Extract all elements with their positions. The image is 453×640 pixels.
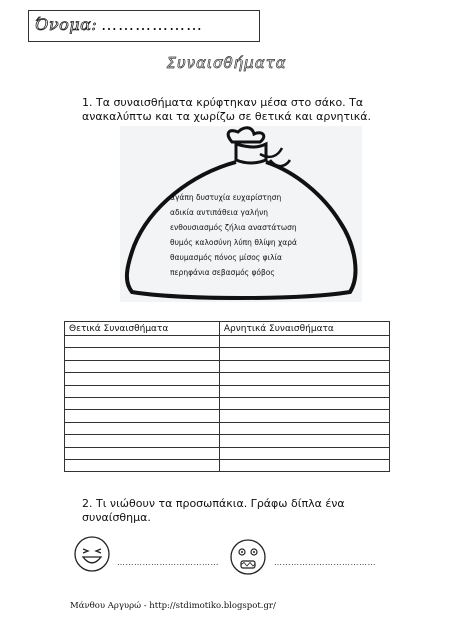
- positive-cell[interactable]: [65, 373, 220, 385]
- answer-line-1: ………………………………: [117, 558, 219, 567]
- name-dots: ………………: [101, 15, 203, 34]
- laughing-face-icon: [72, 534, 112, 574]
- negative-cell[interactable]: [219, 373, 389, 385]
- bag-word-list: [170, 190, 297, 280]
- bag-words-line: αγάπη δυστυχία ευχαρίστηση: [170, 193, 282, 202]
- emotions-table: [64, 321, 390, 472]
- scared-face-icon: [228, 537, 268, 577]
- negative-cell[interactable]: [219, 397, 389, 409]
- positive-cell[interactable]: [65, 435, 220, 447]
- positive-cell[interactable]: [65, 447, 220, 459]
- footer-credit: Μάνθου Αργυρώ - http://stdimotiko.blogspot.gr/: [70, 601, 276, 611]
- positive-cell[interactable]: [65, 360, 220, 372]
- negative-column-header: Αρνητικά Συναισθήματα: [219, 322, 389, 336]
- positive-cell[interactable]: [65, 348, 220, 360]
- negative-cell[interactable]: [219, 422, 389, 434]
- positive-cell[interactable]: [65, 422, 220, 434]
- table-row: [65, 348, 390, 360]
- negative-cell[interactable]: [219, 459, 389, 471]
- table-row: [65, 459, 390, 471]
- positive-cell[interactable]: [65, 385, 220, 397]
- table-row: [65, 385, 390, 397]
- sack-illustration: [120, 126, 362, 302]
- name-box: [28, 10, 260, 42]
- negative-cell[interactable]: [219, 447, 389, 459]
- negative-cell[interactable]: [219, 435, 389, 447]
- negative-cell[interactable]: [219, 348, 389, 360]
- bag-words-line: ενθουσιασμός ζήλια αναστάτωση: [170, 223, 297, 232]
- page-title: Συναισθήματα: [166, 54, 287, 72]
- exercise-1-instruction: 1. Τα συναισθήματα κρύφτηκαν μέσα στο σάκο. Τα ανακαλύπτω και τα χωρίζω σε θετικά και αρνητικά.: [82, 96, 372, 123]
- emotions-table-body: [65, 336, 390, 472]
- negative-cell[interactable]: [219, 385, 389, 397]
- answer-line-2: ………………………………: [274, 558, 376, 567]
- bag-words-line: περηφάνια σεβασμός φόβος: [170, 268, 275, 277]
- table-row: [65, 447, 390, 459]
- negative-cell[interactable]: [219, 336, 389, 348]
- positive-cell[interactable]: [65, 459, 220, 471]
- bag-words-line: θυμός καλοσύνη λύπη θλίψη χαρά: [170, 238, 297, 247]
- negative-cell[interactable]: [219, 410, 389, 422]
- exercise-2-instruction: 2. Τι νιώθουν τα προσωπάκια. Γράφω δίπλα ένα συναίσθημα.: [82, 497, 345, 524]
- positive-cell[interactable]: [65, 336, 220, 348]
- table-row: [65, 336, 390, 348]
- name-label: Όνομα:: [35, 15, 98, 34]
- table-row: [65, 435, 390, 447]
- positive-cell[interactable]: [65, 397, 220, 409]
- table-row: [65, 397, 390, 409]
- table-row: [65, 373, 390, 385]
- positive-cell[interactable]: [65, 410, 220, 422]
- table-row: [65, 422, 390, 434]
- table-row: [65, 360, 390, 372]
- bag-words-line: αδικία αντιπάθεια γαλήνη: [170, 208, 269, 217]
- negative-cell[interactable]: [219, 360, 389, 372]
- table-row: [65, 410, 390, 422]
- bag-words-line: θαυμασμός πόνος μίσος φιλία: [170, 253, 282, 262]
- positive-column-header: Θετικά Συναισθήματα: [65, 322, 220, 336]
